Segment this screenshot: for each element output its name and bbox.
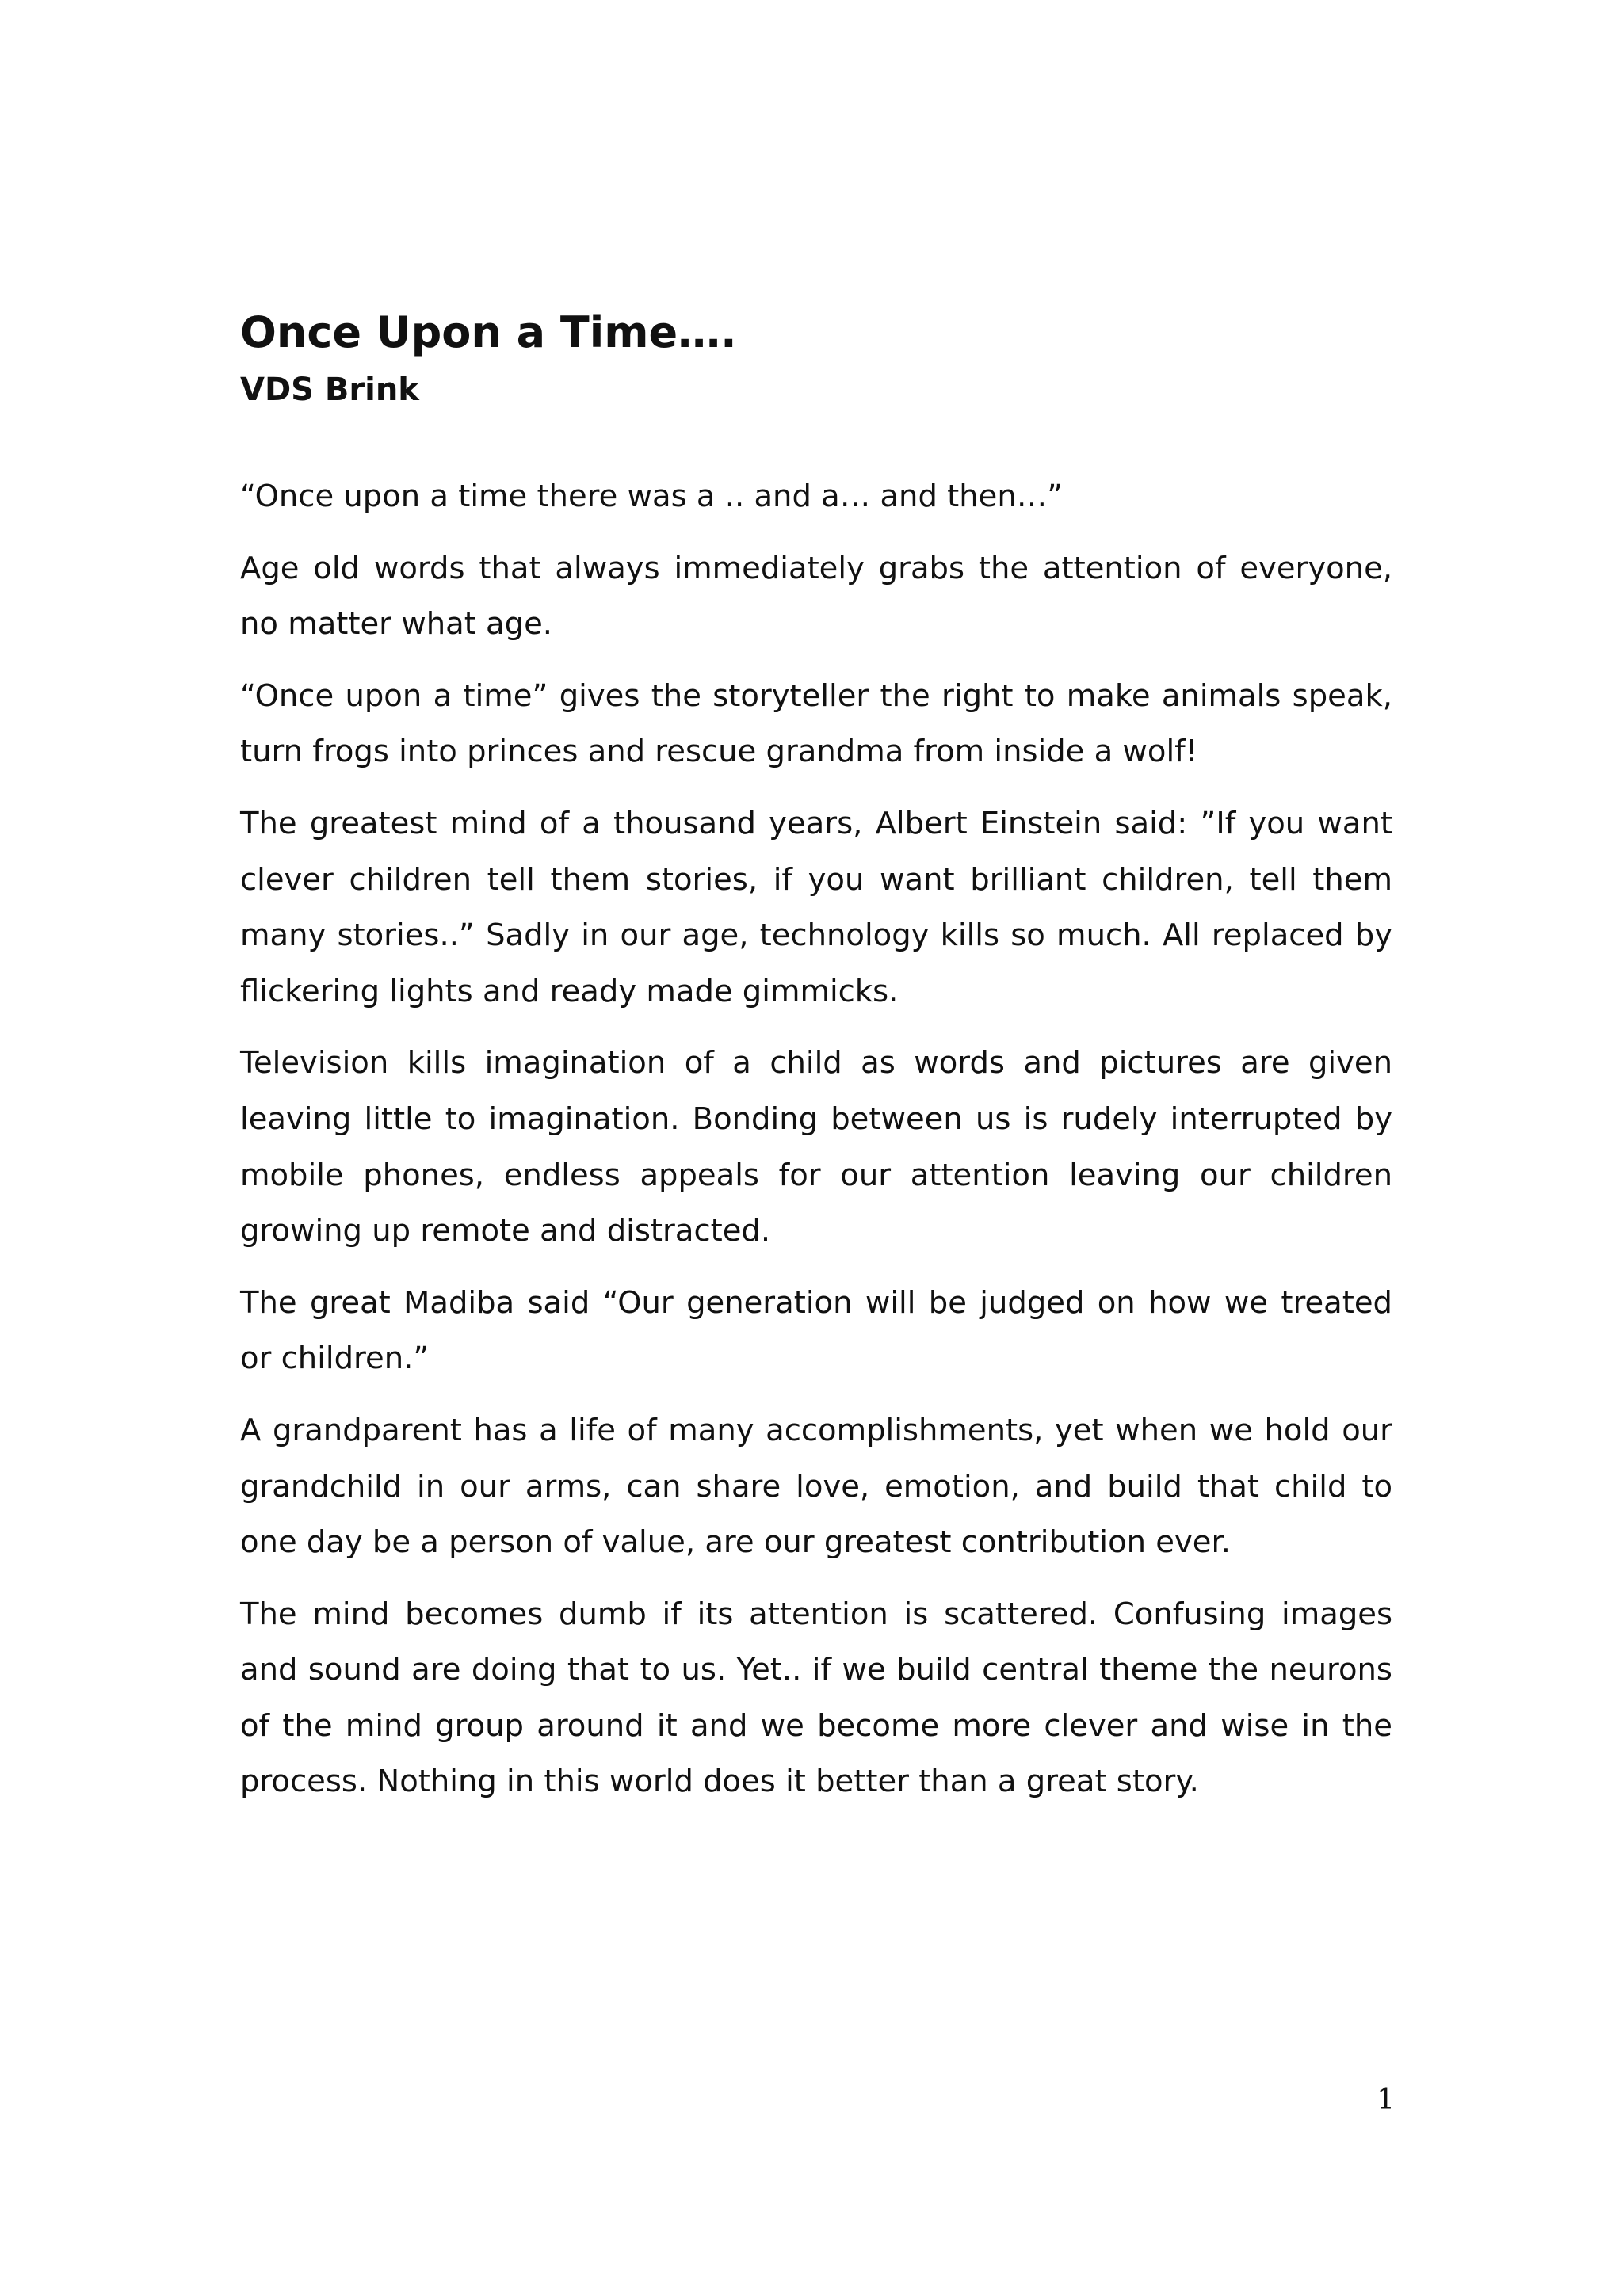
document-content bbox=[240, 303, 1392, 1826]
paragraph: “Once upon a time there was a .. and a… and then…” bbox=[240, 479, 1064, 514]
paragraph: The mind becomes dumb if its attention is scattered. Confusing images and sound are doing that to us. Yet.. if we build central theme the neurons of the mind group around it and we become more clever and wise in the process. Nothing in this world does it better than a great story. bbox=[240, 1596, 1392, 1800]
paragraph: Age old words that always immediately grabs the attention of everyone, no matter what age. bbox=[240, 550, 1392, 643]
paragraph: The greatest mind of a thousand years, Albert Einstein said: ”If you want clever children tell them stories, if you want brilliant children, tell them many stories..” Sadly in our age, technology kills so much. All replaced by flickering lights and ready made gimmicks. bbox=[240, 805, 1392, 1009]
document-body bbox=[240, 469, 1392, 1810]
author-name: VDS Brink bbox=[240, 372, 419, 408]
paragraph: A grandparent has a life of many accomplishments, yet when we hold our grandchild in our arms, can share love, emotion, and build that child to one day be a person of value, are our greatest contribution ever. bbox=[240, 1412, 1392, 1561]
document-title: Once Upon a Time…. bbox=[240, 307, 737, 357]
paragraph: “Once upon a time” gives the storyteller the right to make animals speak, turn frogs into princes and rescue grandma from inside a wolf! bbox=[240, 677, 1392, 770]
paragraph: The great Madiba said “Our generation will be judged on how we treated or children.” bbox=[240, 1284, 1392, 1377]
page-number: 1 bbox=[1377, 2084, 1395, 2116]
paragraph: Television kills imagination of a child as words and pictures are given leaving little to imagination. Bonding between us is rudely interrupted by mobile phones, endless appeals for our attention leaving our children growing up remote and distracted. bbox=[240, 1045, 1392, 1249]
